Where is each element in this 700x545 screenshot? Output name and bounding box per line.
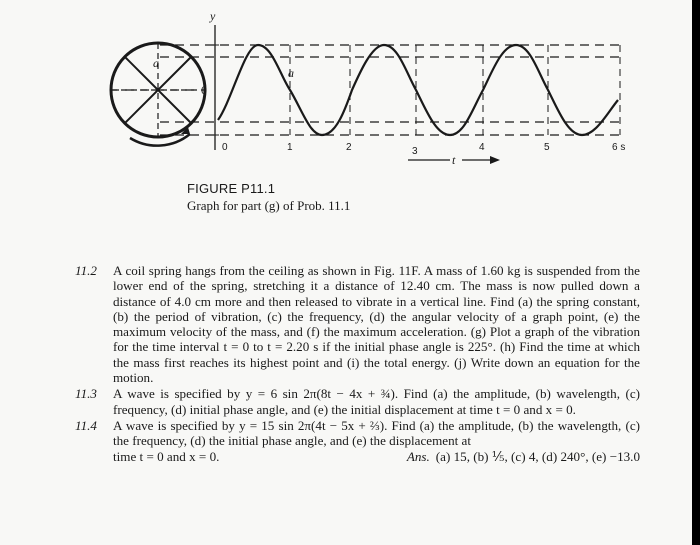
- circle-radius-label: a: [153, 56, 159, 70]
- tick-label-6: 6 s: [612, 142, 626, 153]
- problem-number: 11.3: [75, 386, 97, 402]
- problem-text: A coil spring hangs from the ceiling as shown in Fig. 11F. A mass of 1.60 kg is suspended from the lower end of the spring, stretching it a distance of 12.40 cm. The mass is now pulled down a distance of 4.0 cm more and then released to vibrate in a vertical line. Find (a) the spring constant, (b) the period of vibration, (c) the frequency, (d) the angular velocity of a graph point, (e) the maximum velocity of the mass, and (f) the maximum acceleration. (g) Plot a graph of the vibration for the time interval t = 0 to t = 2.20 s if the initial phase angle is 225°. (h) Find the time at which the mass first reaches its highest point and (i) the total energy. (j) Write down an equation for the motion.: [113, 263, 640, 386]
- tick-label-3: 3: [412, 146, 418, 157]
- time-tick-labels: [222, 142, 625, 157]
- figure-caption: [187, 180, 350, 214]
- y-axis-label: y: [210, 9, 216, 23]
- problem-last-line: time t = 0 and x = 0.: [113, 448, 220, 464]
- answer: [407, 449, 640, 464]
- tick-label-2: 2: [346, 142, 352, 153]
- answer-text: (a) 15, (b) ⅕, (c) 4, (d) 240°, (e) −13.0: [435, 448, 640, 464]
- problem-list: [75, 263, 640, 465]
- figure-caption-text: Graph for part (g) of Prob. 11.1: [187, 198, 351, 213]
- tick-label-4: 4: [479, 142, 485, 153]
- figure-caption-title: FIGURE P11.1: [187, 181, 276, 196]
- y-axis: [211, 25, 219, 150]
- problem-11-4: [75, 418, 640, 464]
- time-axis-label: t: [452, 153, 456, 167]
- tick-label-5: 5: [544, 142, 550, 153]
- problem-number: 11.2: [75, 263, 97, 278]
- answer-label: Ans.: [406, 448, 430, 464]
- problem-11-2: [75, 263, 640, 385]
- problem-body: [113, 418, 640, 464]
- problem-11-3: [75, 386, 640, 417]
- dark-edge: [692, 0, 700, 545]
- origin-label: 0: [201, 83, 207, 97]
- tick-label-1: 1: [287, 142, 293, 153]
- wave-amplitude-label: a: [288, 66, 294, 80]
- problem-number: 11.4: [75, 417, 97, 433]
- problem-text: A wave is specified by y = 15 sin 2π(4t − 5x + ⅔). Find (a) the amplitude, (b) the wavelength, (c) the frequency, (d) the initial phase angle, and (e) the displacement at: [113, 417, 640, 449]
- figure-p11-1: [0, 0, 660, 175]
- answer-line: [113, 449, 640, 464]
- problem-text: A wave is specified by y = 6 sin 2π(8t − 4x + ¾). Find (a) the amplitude, (b) wavelength, (c) frequency, (d) initial phase angle, and (e) the initial displacement at time t = 0 and x = 0.: [113, 386, 640, 417]
- tick-label-0: 0: [222, 142, 228, 153]
